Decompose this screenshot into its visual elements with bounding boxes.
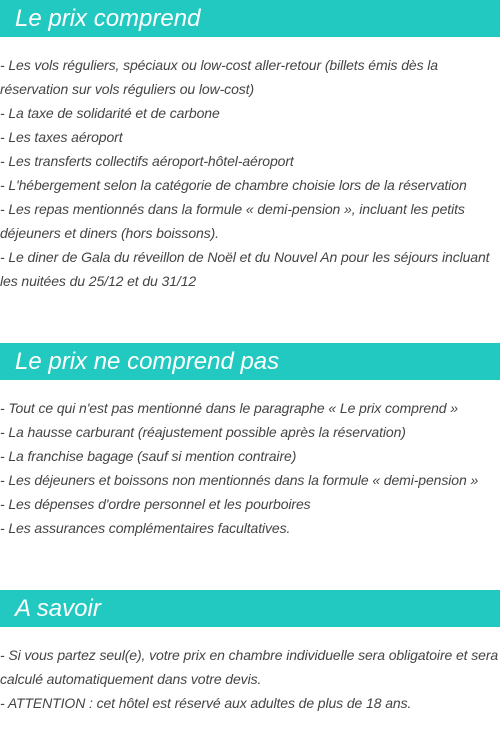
list-item: - La hausse carburant (réajustement possible après la réservation): [0, 424, 406, 440]
list-item: - La taxe de solidarité et de carbone: [0, 105, 220, 121]
prix-comprend-list: [0, 53, 500, 293]
list-item: - Les taxes aéroport: [0, 129, 123, 145]
list-item: - Tout ce qui n'est pas mentionné dans le paragraphe « Le prix comprend »: [0, 400, 458, 416]
list-item: - Si vous partez seul(e), votre prix en chambre individuelle sera obligatoire et sera calculé automatiquement dans votre devis.: [0, 647, 499, 687]
list-item: - Les transferts collectifs aéroport-hôtel-aéroport: [0, 153, 294, 169]
list-item: - Le diner de Gala du réveillon de Noël et du Nouvel An pour les séjours incluant les nuitées du 25/12 et du 31/12: [0, 249, 490, 289]
list-item: - Les déjeuners et boissons non mentionnés dans la formule « demi-pension »: [0, 472, 479, 488]
list-item: - L'hébergement selon la catégorie de chambre choisie lors de la réservation: [0, 177, 467, 193]
list-item: - Les vols réguliers, spéciaux ou low-cost aller-retour (billets émis dès la réservation sur vols réguliers ou low-cost): [0, 57, 438, 97]
list-item: - Les dépenses d'ordre personnel et les pourboires: [0, 496, 311, 512]
section-header-prix-comprend: Le prix comprend: [0, 0, 500, 37]
prix-ne-comprend-pas-list: [0, 396, 500, 540]
section-header-a-savoir: A savoir: [0, 590, 500, 627]
list-item: - La franchise bagage (sauf si mention contraire): [0, 448, 297, 464]
list-item: - Les repas mentionnés dans la formule « demi-pension », incluant les petits déjeuners et diners (hors boissons).: [0, 201, 465, 241]
list-item: - Les assurances complémentaires facultatives.: [0, 520, 291, 536]
section-header-prix-ne-comprend-pas: Le prix ne comprend pas: [0, 343, 500, 380]
list-item: - ATTENTION : cet hôtel est réservé aux adultes de plus de 18 ans.: [0, 695, 412, 711]
a-savoir-list: [0, 643, 500, 715]
